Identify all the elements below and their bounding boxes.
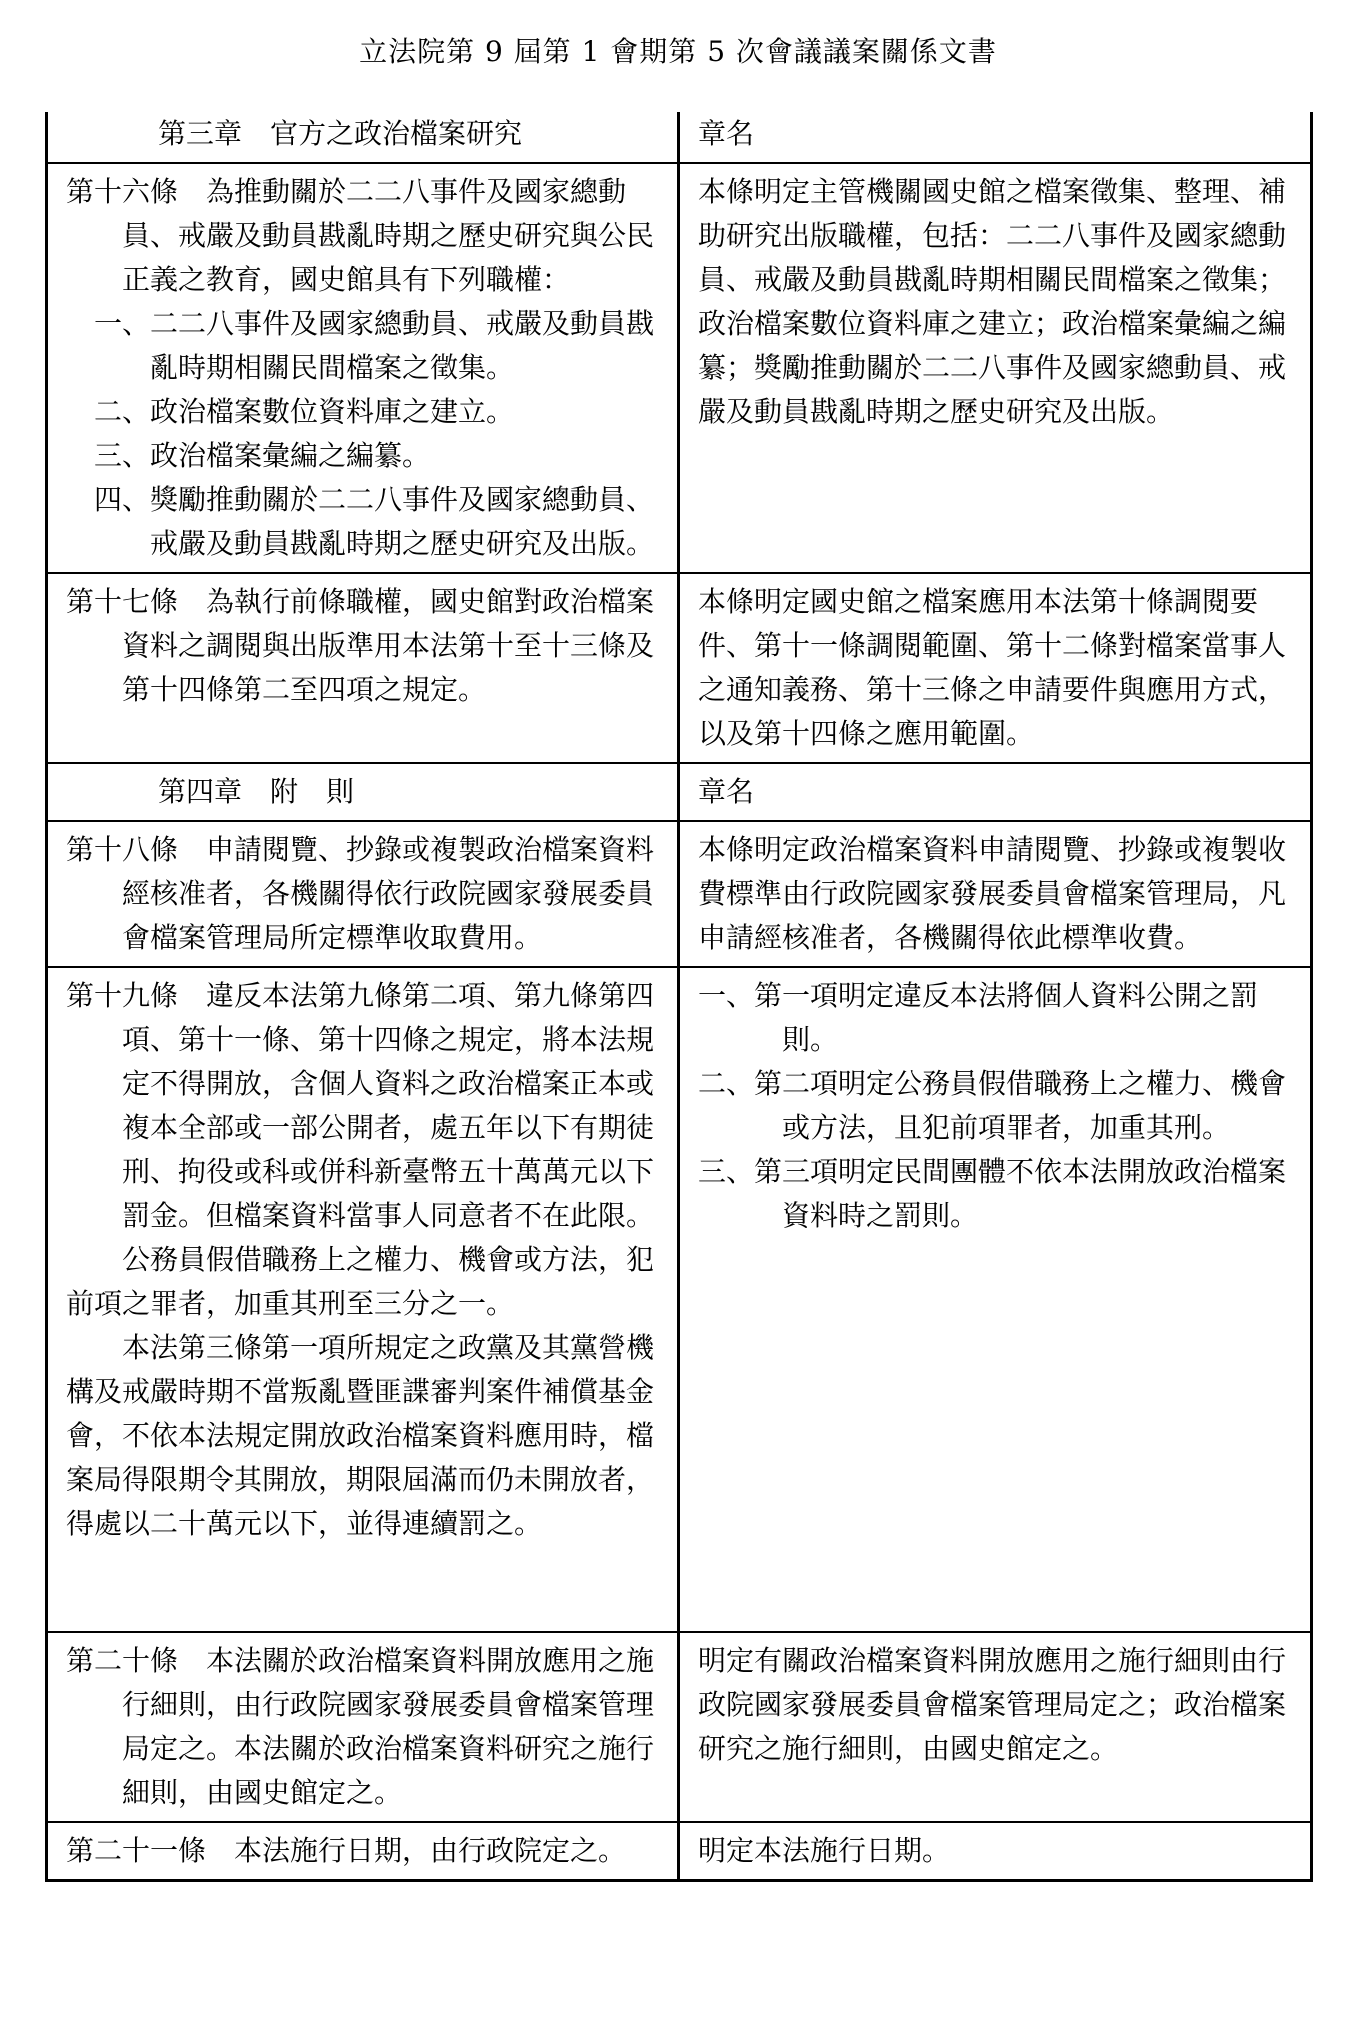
article-cell (47, 1822, 679, 1881)
explanation-cell: 章名 (679, 763, 1312, 821)
article-paragraph: 本法第三條第一項所規定之政黨及其黨營機構及戒嚴時期不當叛亂暨匪諜審判案件補償基金會，不依本法規定開放政治檔案資料應用時，檔案局得限期令其開放，期限屆滿而仍未開放者，得處以二十萬元以下，並得連續罰之。 (66, 1331, 655, 1540)
table-row (47, 763, 1312, 821)
article-cell (47, 1632, 679, 1822)
article-cell (47, 967, 679, 1632)
list-item: 三、第三項明定民間團體不依本法開放政治檔案資料時之罰則。 (698, 1155, 1287, 1232)
article-text: 第二十一條 本法施行日期，由行政院定之。 (66, 1834, 627, 1867)
list-item: 三、政治檔案彙編之編纂。 (94, 439, 431, 472)
table-row (47, 1822, 1312, 1881)
table-row (47, 112, 1312, 163)
bill-comparison-table (45, 112, 1313, 1882)
article-text: 第十八條 申請閱覽、抄錄或複製政治檔案資料經核准者，各機關得依行政院國家發展委員會檔案管理局所定標準收取費用。 (66, 833, 655, 954)
article-text: 第十九條 違反本法第九條第二項、第九條第四項、第十一條、第十四條之規定，將本法規定不得開放，含個人資料之政治檔案正本或複本全部或一部公開者，處五年以下有期徒刑、拘役或科或併科新臺幣五十萬萬元以下罰金。但檔案資料當事人同意者不在此限。 (66, 979, 655, 1232)
table-row (47, 573, 1312, 763)
list-item: 二、第二項明定公務員假借職務上之權力、機會或方法，且犯前項罪者，加重其刑。 (698, 1067, 1287, 1144)
article-cell (47, 163, 679, 573)
page-header: 立法院第 9 屆第 1 會期第 5 次會議議案關係文書 (359, 35, 997, 68)
explanation-cell (679, 967, 1312, 1632)
list-item: 四、獎勵推動關於二二八事件及國家總動員、戒嚴及動員戡亂時期之歷史研究及出版。 (94, 483, 655, 560)
article-paragraph: 公務員假借職務上之權力、機會或方法，犯前項之罪者，加重其刑至三分之一。 (66, 1243, 655, 1320)
explanation-cell: 明定本法施行日期。 (679, 1822, 1312, 1881)
chapter-heading: 第三章 官方之政治檔案研究 (47, 112, 679, 163)
article-text: 第二十條 本法關於政治檔案資料開放應用之施行細則，由行政院國家發展委員會檔案管理局定之。本法關於政治檔案資料研究之施行細則，由國史館定之。 (66, 1644, 655, 1809)
explanation-cell: 明定有關政治檔案資料開放應用之施行細則由行政院國家發展委員會檔案管理局定之；政治檔案研究之施行細則，由國史館定之。 (679, 1632, 1312, 1822)
table-row (47, 1632, 1312, 1822)
list-item: 二、政治檔案數位資料庫之建立。 (94, 395, 515, 428)
explanation-cell: 本條明定政治檔案資料申請閱覽、抄錄或複製收費標準由行政院國家發展委員會檔案管理局，凡申請經核准者，各機關得依此標準收費。 (679, 821, 1312, 967)
list-item: 一、第一項明定違反本法將個人資料公開之罰則。 (698, 979, 1259, 1056)
table-row (47, 163, 1312, 573)
article-cell (47, 573, 679, 763)
table-row (47, 821, 1312, 967)
article-text: 第十六條 為推動關於二二八事件及國家總動員、戒嚴及動員戡亂時期之歷史研究與公民正義之教育，國史館具有下列職權： (66, 175, 655, 296)
article-text: 第十七條 為執行前條職權，國史館對政治檔案資料之調閱與出版準用本法第十至十三條及第十四條第二至四項之規定。 (66, 585, 655, 706)
table-row (47, 967, 1312, 1632)
list-item: 一、二二八事件及國家總動員、戒嚴及動員戡亂時期相關民間檔案之徵集。 (94, 307, 655, 384)
explanation-cell: 本條明定主管機關國史館之檔案徵集、整理、補助研究出版職權，包括：二二八事件及國家總動員、戒嚴及動員戡亂時期相關民間檔案之徵集；政治檔案數位資料庫之建立；政治檔案彙編之編纂；獎勵推動關於二二八事件及國家總動員、戒嚴及動員戡亂時期之歷史研究及出版。 (679, 163, 1312, 573)
article-cell (47, 821, 679, 967)
chapter-heading: 第四章 附 則 (47, 763, 679, 821)
explanation-cell: 章名 (679, 112, 1312, 163)
explanation-cell: 本條明定國史館之檔案應用本法第十條調閱要件、第十一條調閱範圍、第十二條對檔案當事人之通知義務、第十三條之申請要件與應用方式，以及第十四條之應用範圍。 (679, 573, 1312, 763)
